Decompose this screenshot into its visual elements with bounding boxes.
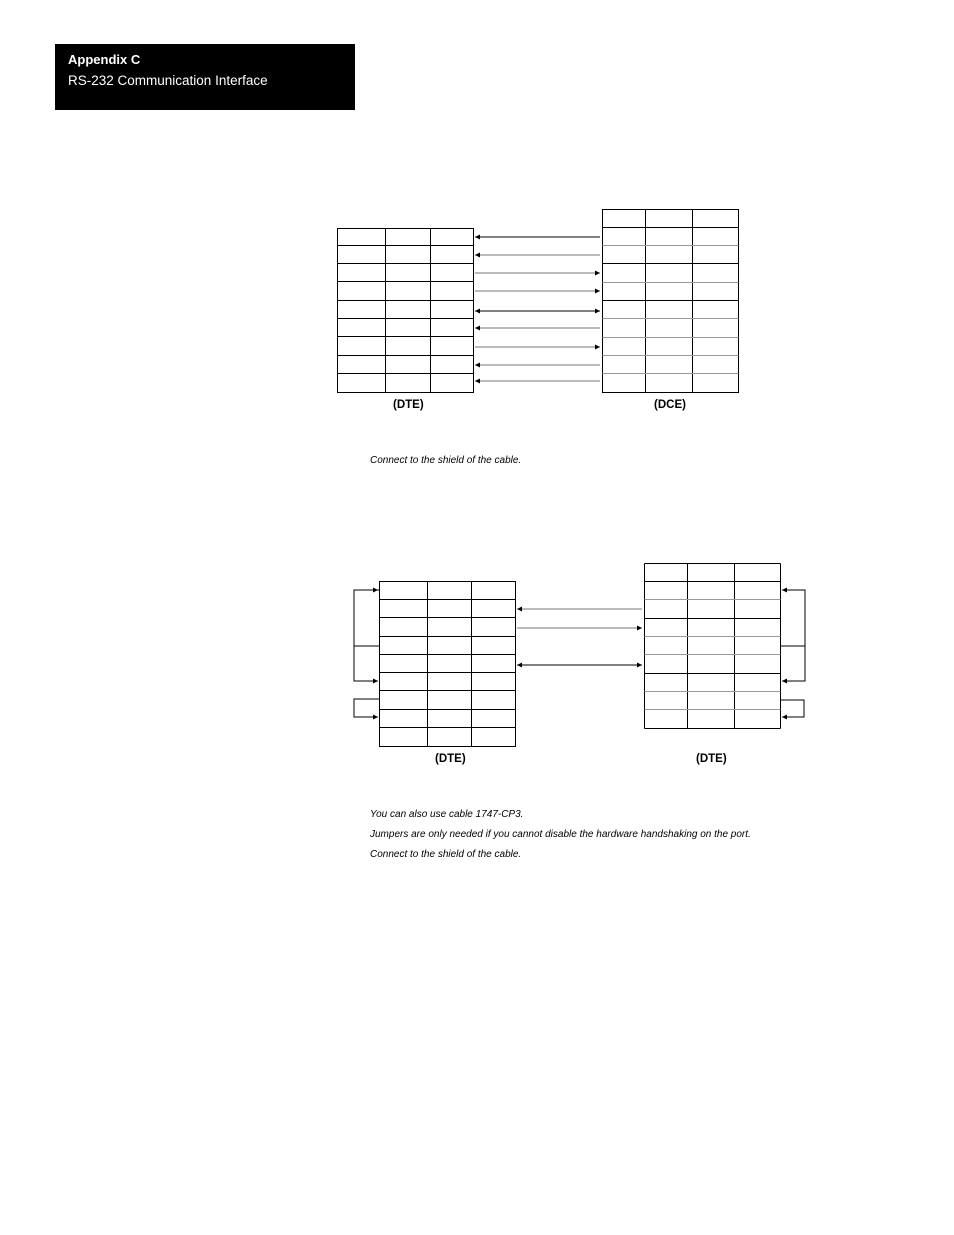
- shield-note-1: Connect to the shield of the cable.: [370, 455, 522, 466]
- dce-label: (DCE): [654, 399, 686, 411]
- dte-label-2-right: (DTE): [696, 753, 727, 765]
- signal-wires-1: [475, 237, 600, 381]
- appendix-title: Appendix C: [68, 52, 141, 67]
- dce-connector-grid: [603, 210, 739, 393]
- right-handshake-jumpers: [781, 590, 805, 717]
- cable-note: You can also use cable 1747-CP3.: [370, 809, 524, 820]
- appendix-subtitle: RS-232 Communication Interface: [68, 73, 268, 88]
- dte-connector-grid-2-left: [380, 582, 516, 747]
- dte-label-1: (DTE): [393, 399, 424, 411]
- dte-connector-grid-2-right: [645, 564, 781, 729]
- shield-note-2: Connect to the shield of the cable.: [370, 849, 522, 860]
- dte-label-2-left: (DTE): [435, 753, 466, 765]
- dte-connector-grid-1: [338, 229, 474, 393]
- left-handshake-jumpers: [354, 590, 379, 717]
- signal-wires-2: [517, 609, 642, 665]
- jumper-note: Jumpers are only needed if you cannot disable the hardware handshaking on the port.: [370, 829, 751, 840]
